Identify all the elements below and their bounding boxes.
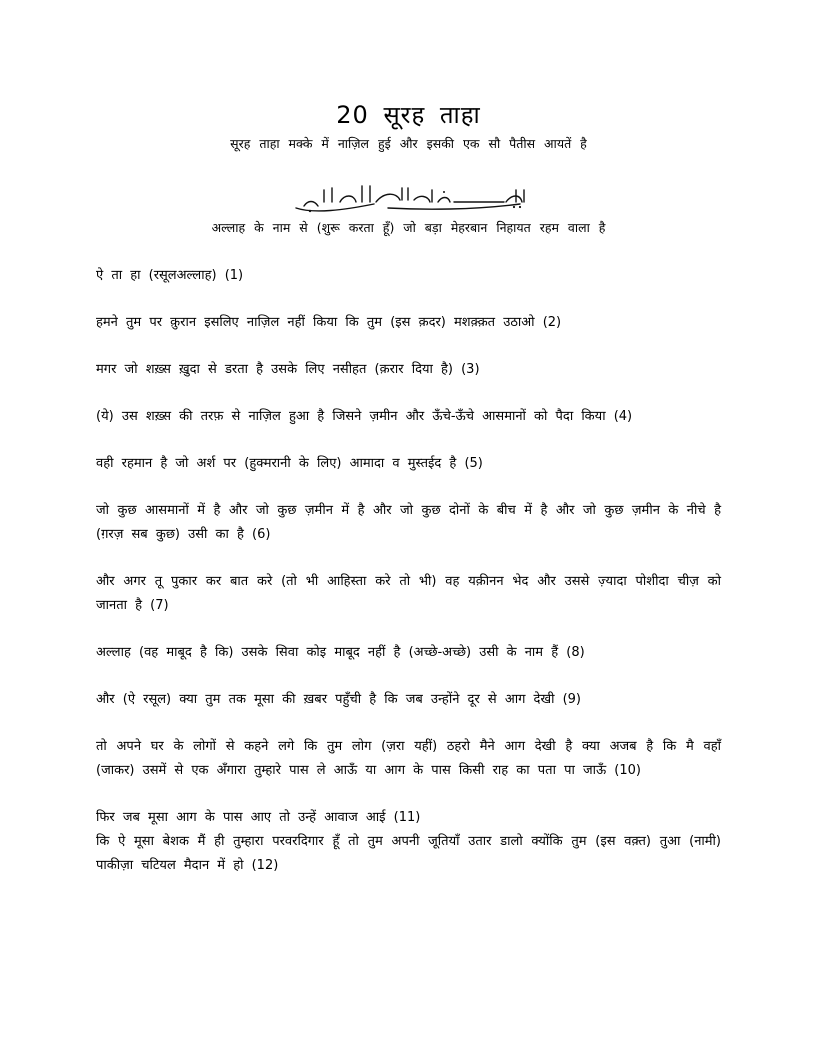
intro-line: अल्लाह के नाम से (शुरू करता हूँ) जो बड़ा मेहरबान निहायत रहम वाला है (211, 220, 606, 235)
verse-12: कि ऐ मूसा बेशक मैं ही तुम्हारा परवरदिगार हूँ तो तुम अपनी जूतियाँ उतार डालो क्योंकि तुम (इस वक़्त) तुआ (नामी) पाकीज़ा चटियल मैदान में हो (12) (96, 834, 721, 873)
surah-title: 20 सूरह ताहा (336, 101, 481, 129)
bismillah-calligraphy (96, 180, 721, 218)
verse-11: फिर जब मूसा आग के पास आए तो उन्हें आवाज आई (11) (96, 810, 421, 825)
verse-4: (ये) उस शख़्स की तरफ़ से नाज़िल हुआ है जिसने ज़मीन और ऊँचे-ऊँचे आसमानों को पैदा किया (4) (96, 409, 633, 424)
surah-subtitle: सूरह ताहा मक्के में नाज़िल हुई और इसकी एक सौ पैतीस आयतें है (230, 136, 587, 151)
verse-9: और (ऐ रसूल) क्या तुम तक मूसा की ख़बर पहुँची है कि जब उन्होंने दूर से आग देखी (9) (96, 692, 582, 707)
verse-3: मगर जो शख़्स ख़ुदा से डरता है उसके लिए नसीहत (क़रार दिया है) (3) (96, 362, 480, 377)
document-page (96, 98, 721, 878)
verse-5: वही रहमान है जो अर्श पर (हुक्मरानी के लिए) आमादा व मुस्तईद है (5) (96, 456, 483, 471)
verse-10: तो अपने घर के लोगों से कहने लगे कि तुम लोग (ज़रा यहीं) ठहरो मैने आग देखी है क्या अजब है कि मै वहाँ (जाकर) उसमें से एक अँगारा तुम्हारे पास ले आऊँ या आग के पास किसी राह का पता पा जाऊँ (10) (96, 739, 721, 778)
bismillah-calligraphy-image (284, 180, 534, 218)
verse-7: और अगर तू पुकार कर बात करे (तो भी आहिस्ता करे तो भी) वह यक़ीनन भेद और उससे ज़्यादा पोशीदा चीज़ को जानता है (7) (96, 574, 721, 613)
verse-8: अल्लाह (वह माबूद है कि) उसके सिवा कोइ माबूद नहीं है (अच्छे-अच्छे) उसी के नाम हैं (8) (96, 645, 585, 660)
verse-1: ऐ ता हा (रसूलअल्लाह) (1) (96, 268, 244, 283)
verse-2: हमने तुम पर क़ुरान इसलिए नाज़िल नहीं किया कि तुम (इस क़दर) मशक़्क़त उठाओ (2) (96, 315, 562, 330)
verse-6: जो कुछ आसमानों में है और जो कुछ ज़मीन में है और जो कुछ दोनों के बीच में है और जो कुछ ज़मीन के नीचे है (ग़रज़ सब कुछ) उसी का है (6) (96, 503, 721, 542)
